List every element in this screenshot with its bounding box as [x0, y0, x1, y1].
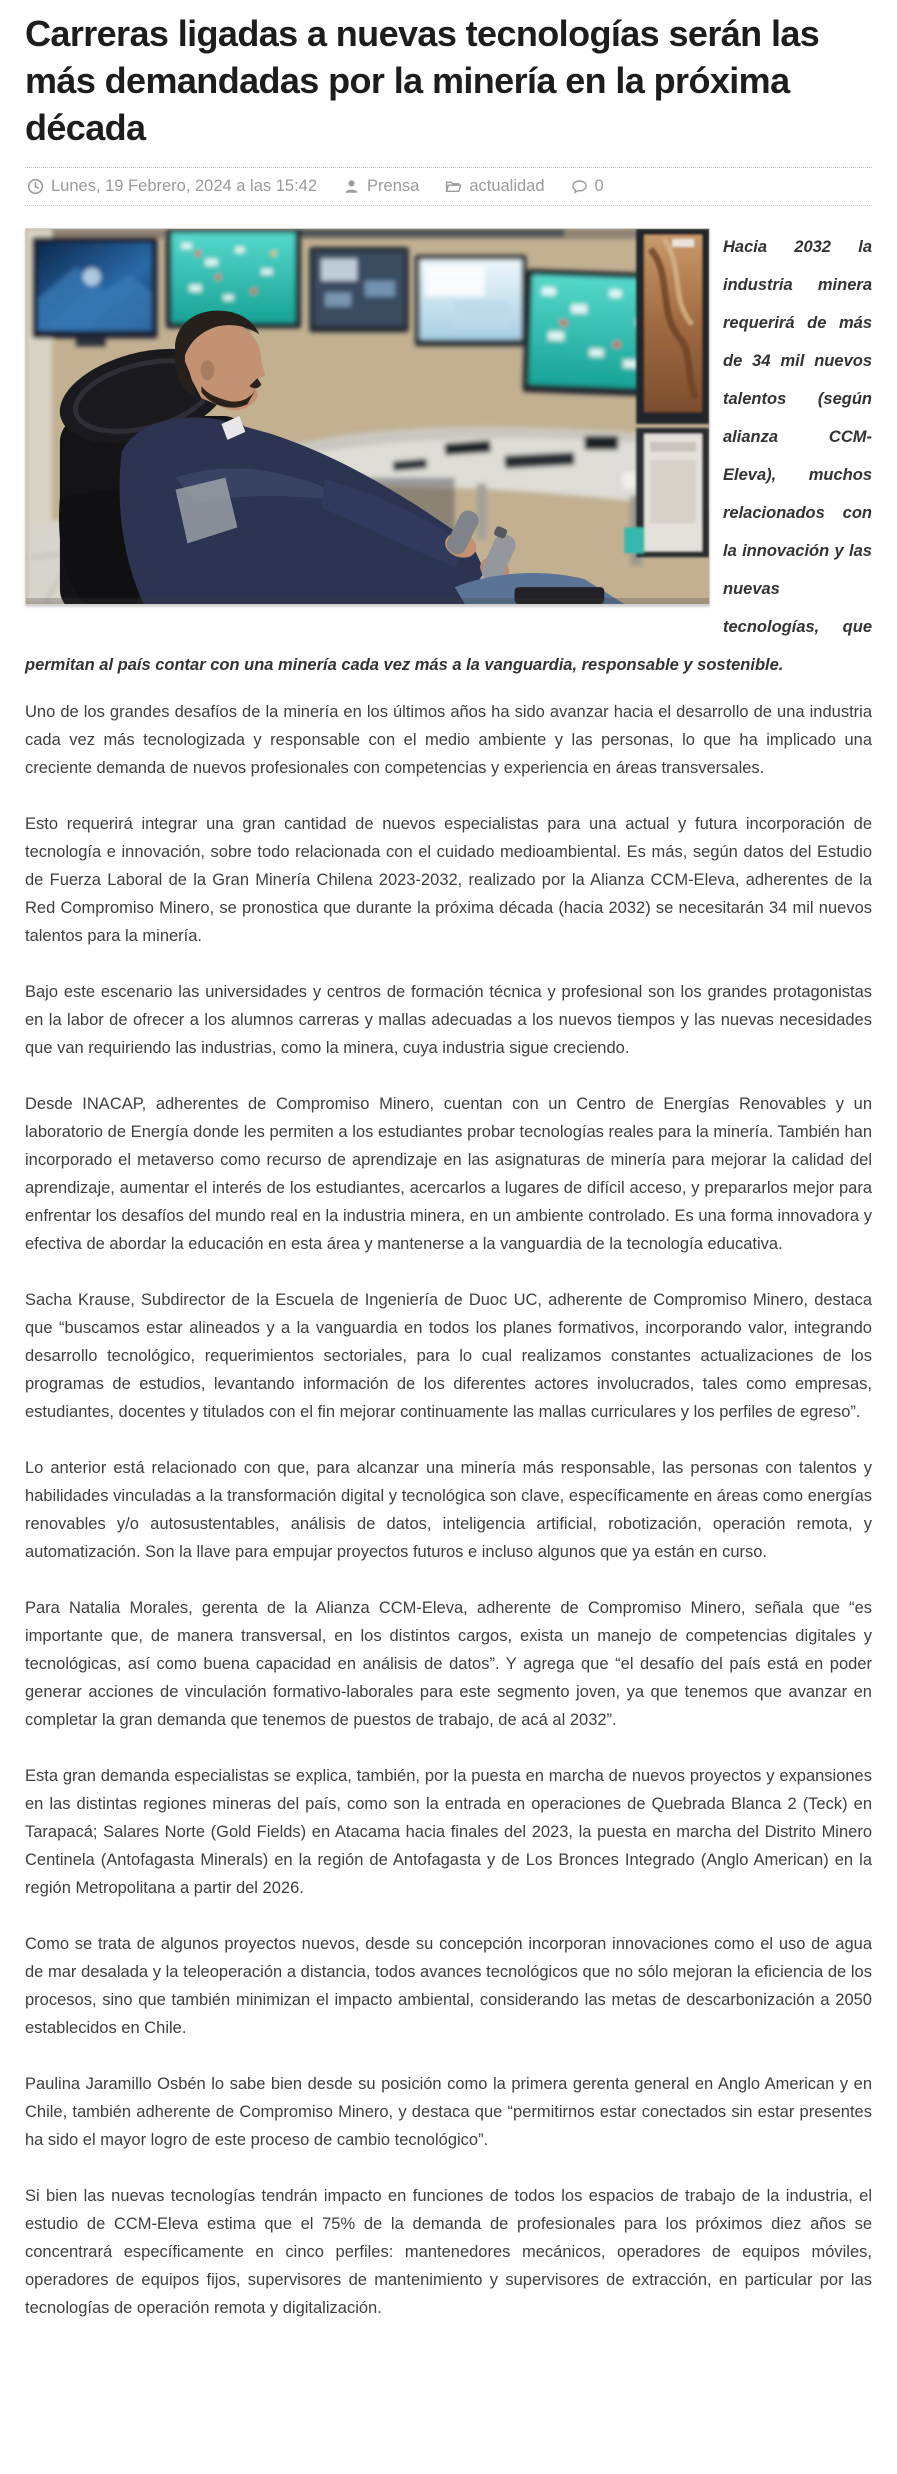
article-paragraph: Lo anterior está relacionado con que, para alcanzar una minería más responsable, las personas con talentos y habilidades vinculadas a la transformación digital y tecnológica son clave, específicamente en áreas como energías renovables y/o autosustentables, análisis de datos, inteligencia artificial, robotización, operación remota, y automatización. Son la llave para empujar proyectos futuros e incluso algunos que ya están en curso.	[25, 1459, 872, 1561]
article-paragraph: Uno de los grandes desafíos de la minería en los últimos años ha sido avanzar hacia el desarrollo de una industria cada vez más tecnologizada y responsable con el medio ambiente y las personas, lo que ha implicado una creciente demanda de nuevos profesionales con competencias y experiencia en áreas transversales.	[25, 703, 872, 777]
divider-meta	[25, 205, 872, 206]
meta-bar	[25, 168, 872, 205]
clock-icon	[27, 178, 44, 195]
meta-category-label: actualidad	[469, 177, 545, 195]
folder-icon	[445, 178, 462, 195]
meta-date	[27, 177, 317, 196]
article-paragraph: Esto requerirá integrar una gran cantidad de nuevos especialistas para una actual y futura incorporación de tecnología e innovación, sobre todo relacionada con el cuidado medioambiental. Es más, según datos del Estudio de Fuerza Laboral de la Gran Minería Chilena 2023-2032, realizado por la Alianza CCM-Eleva, adherentes de la Red Compromiso Minero, se pronostica que durante la próxima década (hacia 2032) se necesitarán 34 mil nuevos talentos para la minería.	[25, 815, 872, 945]
article-photo-control-room	[25, 228, 710, 605]
user-icon	[343, 178, 360, 195]
article-paragraph: Si bien las nuevas tecnologías tendrán impacto en funciones de todos los espacios de trabajo de la industria, el estudio de CCM-Eleva estima que el 75% de la demanda de profesionales para los próximos diez años se concentrará específicamente en cinco perfiles: mantenedores mecánicos, operadores de equipos móviles, operadores de equipos fijos, supervisores de mantenimiento y supervisores de extracción, en particular por las tecnologías de operación remota y digitalización.	[25, 2187, 872, 2317]
article-paragraph: Bajo este escenario las universidades y centros de formación técnica y profesional son los grandes protagonistas en la labor de ofrecer a los alumnos carreras y mallas adecuadas a los nuevos tiempos y las nuevas necesidades que van requiriendo las industrias, como la minera, cuya industria sigue creciendo.	[25, 983, 872, 1057]
comment-icon	[571, 178, 588, 195]
article-lead: Hacia 2032 la industria minera requerirá de más de 34 mil nuevos talentos (según alianza CCM-Eleva), muchos relacionados con la innovación y las nuevas tecnologías, que permitan al país contar con una minería cada vez más a la vanguardia, responsable y sostenible.	[25, 238, 872, 674]
article-paragraph: Sacha Krause, Subdirector de la Escuela de Ingeniería de Duoc UC, adherente de Compromiso Minero, destaca que “buscamos estar alineados y a la vanguardia en todos los planes formativos, incorporando valor, integrando desarrollo tecnológico, requerimientos sectoriales, para lo cual realizamos constantes actualizaciones de los programas de estudios, levantando información de los diferentes actores involucrados, tales como empresas, estudiantes, docentes y titulados con el fin mejorar continuamente las mallas curriculares y los perfiles de egreso”.	[25, 1291, 872, 1421]
article-paragraph: Para Natalia Morales, gerenta de la Alianza CCM-Eleva, adherente de Compromiso Minero, señala que “es importante que, de manera transversal, en los distintos cargos, exista un manejo de competencias digitales y tecnológicas, así como buena capacidad en análisis de datos”. Y agrega que “el desafío del país está en poder generar acciones de vinculación formativo-laborales para este segmento joven, ya que tenemos que avanzar en completar la gran demanda que tenemos de puestos de trabajo, de acá al 2032”.	[25, 1599, 872, 1729]
meta-date-label: Lunes, 19 Febrero, 2024 a las 15:42	[51, 177, 318, 195]
article-paragraph: Desde INACAP, adherentes de Compromiso Minero, cuentan con un Centro de Energías Renovables y un laboratorio de Energía donde les permiten a los estudiantes probar tecnologías reales para la minería. También han incorporado el metaverso como recurso de aprendizaje en las asignaturas de minería para mejorar la calidad del aprendizaje, aumentar el interés de los estudiantes, acercarlos a lugares de difícil acceso, y prepararlos mejor para enfrentar los desafíos del mundo real en la industria minera, en un ambiente controlado. Es una forma innovadora y efectiva de abordar la educación en esta área y mantenerse a la vanguardia de la tecnología educativa.	[25, 1095, 872, 1253]
meta-author[interactable]	[343, 177, 419, 196]
meta-author-label: Prensa	[367, 177, 420, 195]
article-paragraph: Paulina Jaramillo Osbén lo sabe bien desde su posición como la primera gerenta general en Anglo American y en Chile, también adherente de Compromiso Minero, y destaca que “permitirnos estar conectados sin estar presentes ha sido el mayor logro de este proceso de cambio tecnológico”.	[25, 2075, 872, 2149]
meta-category[interactable]	[445, 177, 544, 196]
meta-comments-count: 0	[594, 177, 604, 195]
article-paragraphs	[25, 684, 872, 2322]
article-paragraph: Esta gran demanda especialistas se explica, también, por la puesta en marcha de nuevos proyectos y expansiones en las distintas regiones mineras del país, como son la entrada en operaciones de Quebrada Blanca 2 (Teck) en Tarapacá; Salares Norte (Gold Fields) en Atacama hacia finales del 2023, la puesta en marcha del Distrito Minero Centinela (Antofagasta Minerals) en la región de Antofagasta y de Los Bronces Integrado (Anglo American) en la región Metropolitana a partir del 2026.	[25, 1767, 872, 1897]
meta-comments[interactable]	[571, 177, 604, 196]
article-body	[25, 228, 872, 2322]
page-title: Carreras ligadas a nuevas tecnologías serán las más demandadas por la minería en la próxima década	[25, 13, 820, 148]
control-room-illustration	[26, 229, 709, 604]
article-paragraph: Como se trata de algunos proyectos nuevos, desde su concepción incorporan innovaciones como el uso de agua de mar desalada y la teleoperación a distancia, todos avances tecnológicos que no sólo mejoran la eficiencia de los procesos, sino que también minimizan el impacto ambiental, considerando las metas de descarbonización a 2050 establecidos en Chile.	[25, 1935, 872, 2037]
